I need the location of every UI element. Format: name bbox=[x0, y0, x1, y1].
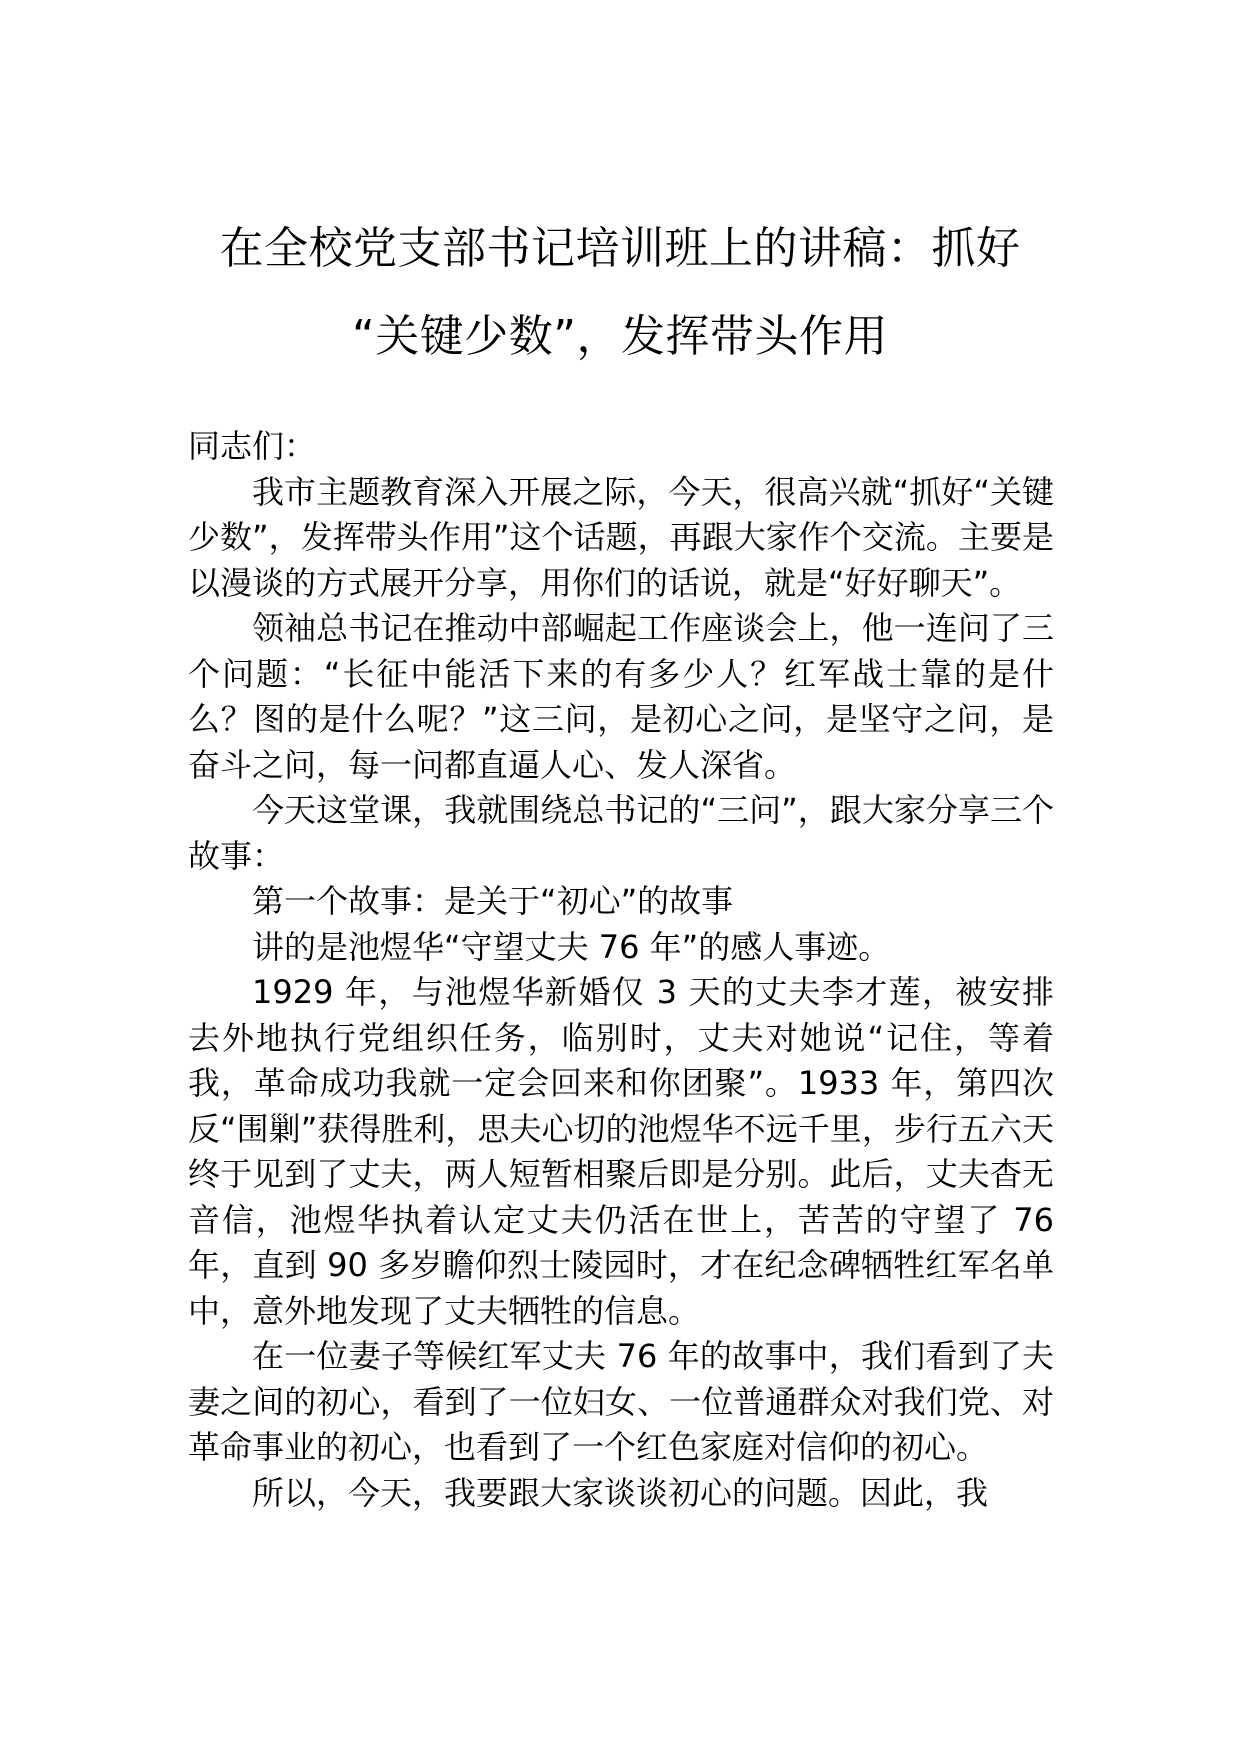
paragraph: 今天这堂课，我就围绕总书记的“三问”，跟大家分享三个故事： bbox=[188, 791, 1054, 875]
salutation: 同志们： bbox=[188, 427, 317, 465]
section-heading: 第一个故事：是关于“初心”的故事 bbox=[252, 882, 734, 920]
paragraph: 所以，今天，我要跟大家谈谈初心的问题。因此，我 bbox=[252, 1473, 989, 1512]
document-title bbox=[160, 205, 1080, 381]
paragraph: 领袖总书记在推动中部崛起工作座谈会上，他一连问了三个问题：“长征中能活下来的有多少人？红军战士靠的是什么？图的是什么呢？”这三问，是初心之问，是坚守之问，是奋斗之问，每一问都直逼人心、发人深省。 bbox=[188, 609, 1054, 784]
paragraph: 讲的是池煜华“守望丈夫 76 年”的感人事迹。 bbox=[252, 927, 891, 966]
paragraph: 在一位妻子等候红军丈夫 76 年的故事中，我们看到了夫妻之间的初心，看到了一位妇女、一位普通群众对我们党、对革命事业的初心，也看到了一个红色家庭对信仰的初心。 bbox=[188, 1337, 1054, 1466]
title-line-2: “关键少数”，发挥带头作用 bbox=[351, 311, 889, 362]
paragraph: 1929 年，与池煜华新婚仅 3 天的丈夫李才莲，被安排去外地执行党组织任务，临别时，丈夫对她说“记住，等着我，革命成功我就一定会回来和你团聚”。1933 年，第四次反“围剿”获得胜利，思夫心切的池煜华不远千里，步行五六天终于见到了丈夫，两人短暂相聚后即是分别。此后，丈夫杳无音信，池煜华执着认定丈夫仍活在世上，苦苦的守望了 76 年，直到 90 多岁瞻仰烈士陵园时，才在纪念碑牺牲红军名单中，意外地发现了丈夫牺牲的信息。 bbox=[188, 973, 1054, 1330]
title-line-1: 在全校党支部书记培训班上的讲稿：抓好 bbox=[219, 223, 1021, 274]
document-body bbox=[188, 424, 1054, 1516]
paragraph: 我市主题教育深入开展之际，今天，很高兴就“抓好“关键少数”，发挥带头作用”这个话题，再跟大家作个交流。主要是以漫谈的方式展开分享，用你们的话说，就是“好好聊天”。 bbox=[188, 472, 1054, 602]
